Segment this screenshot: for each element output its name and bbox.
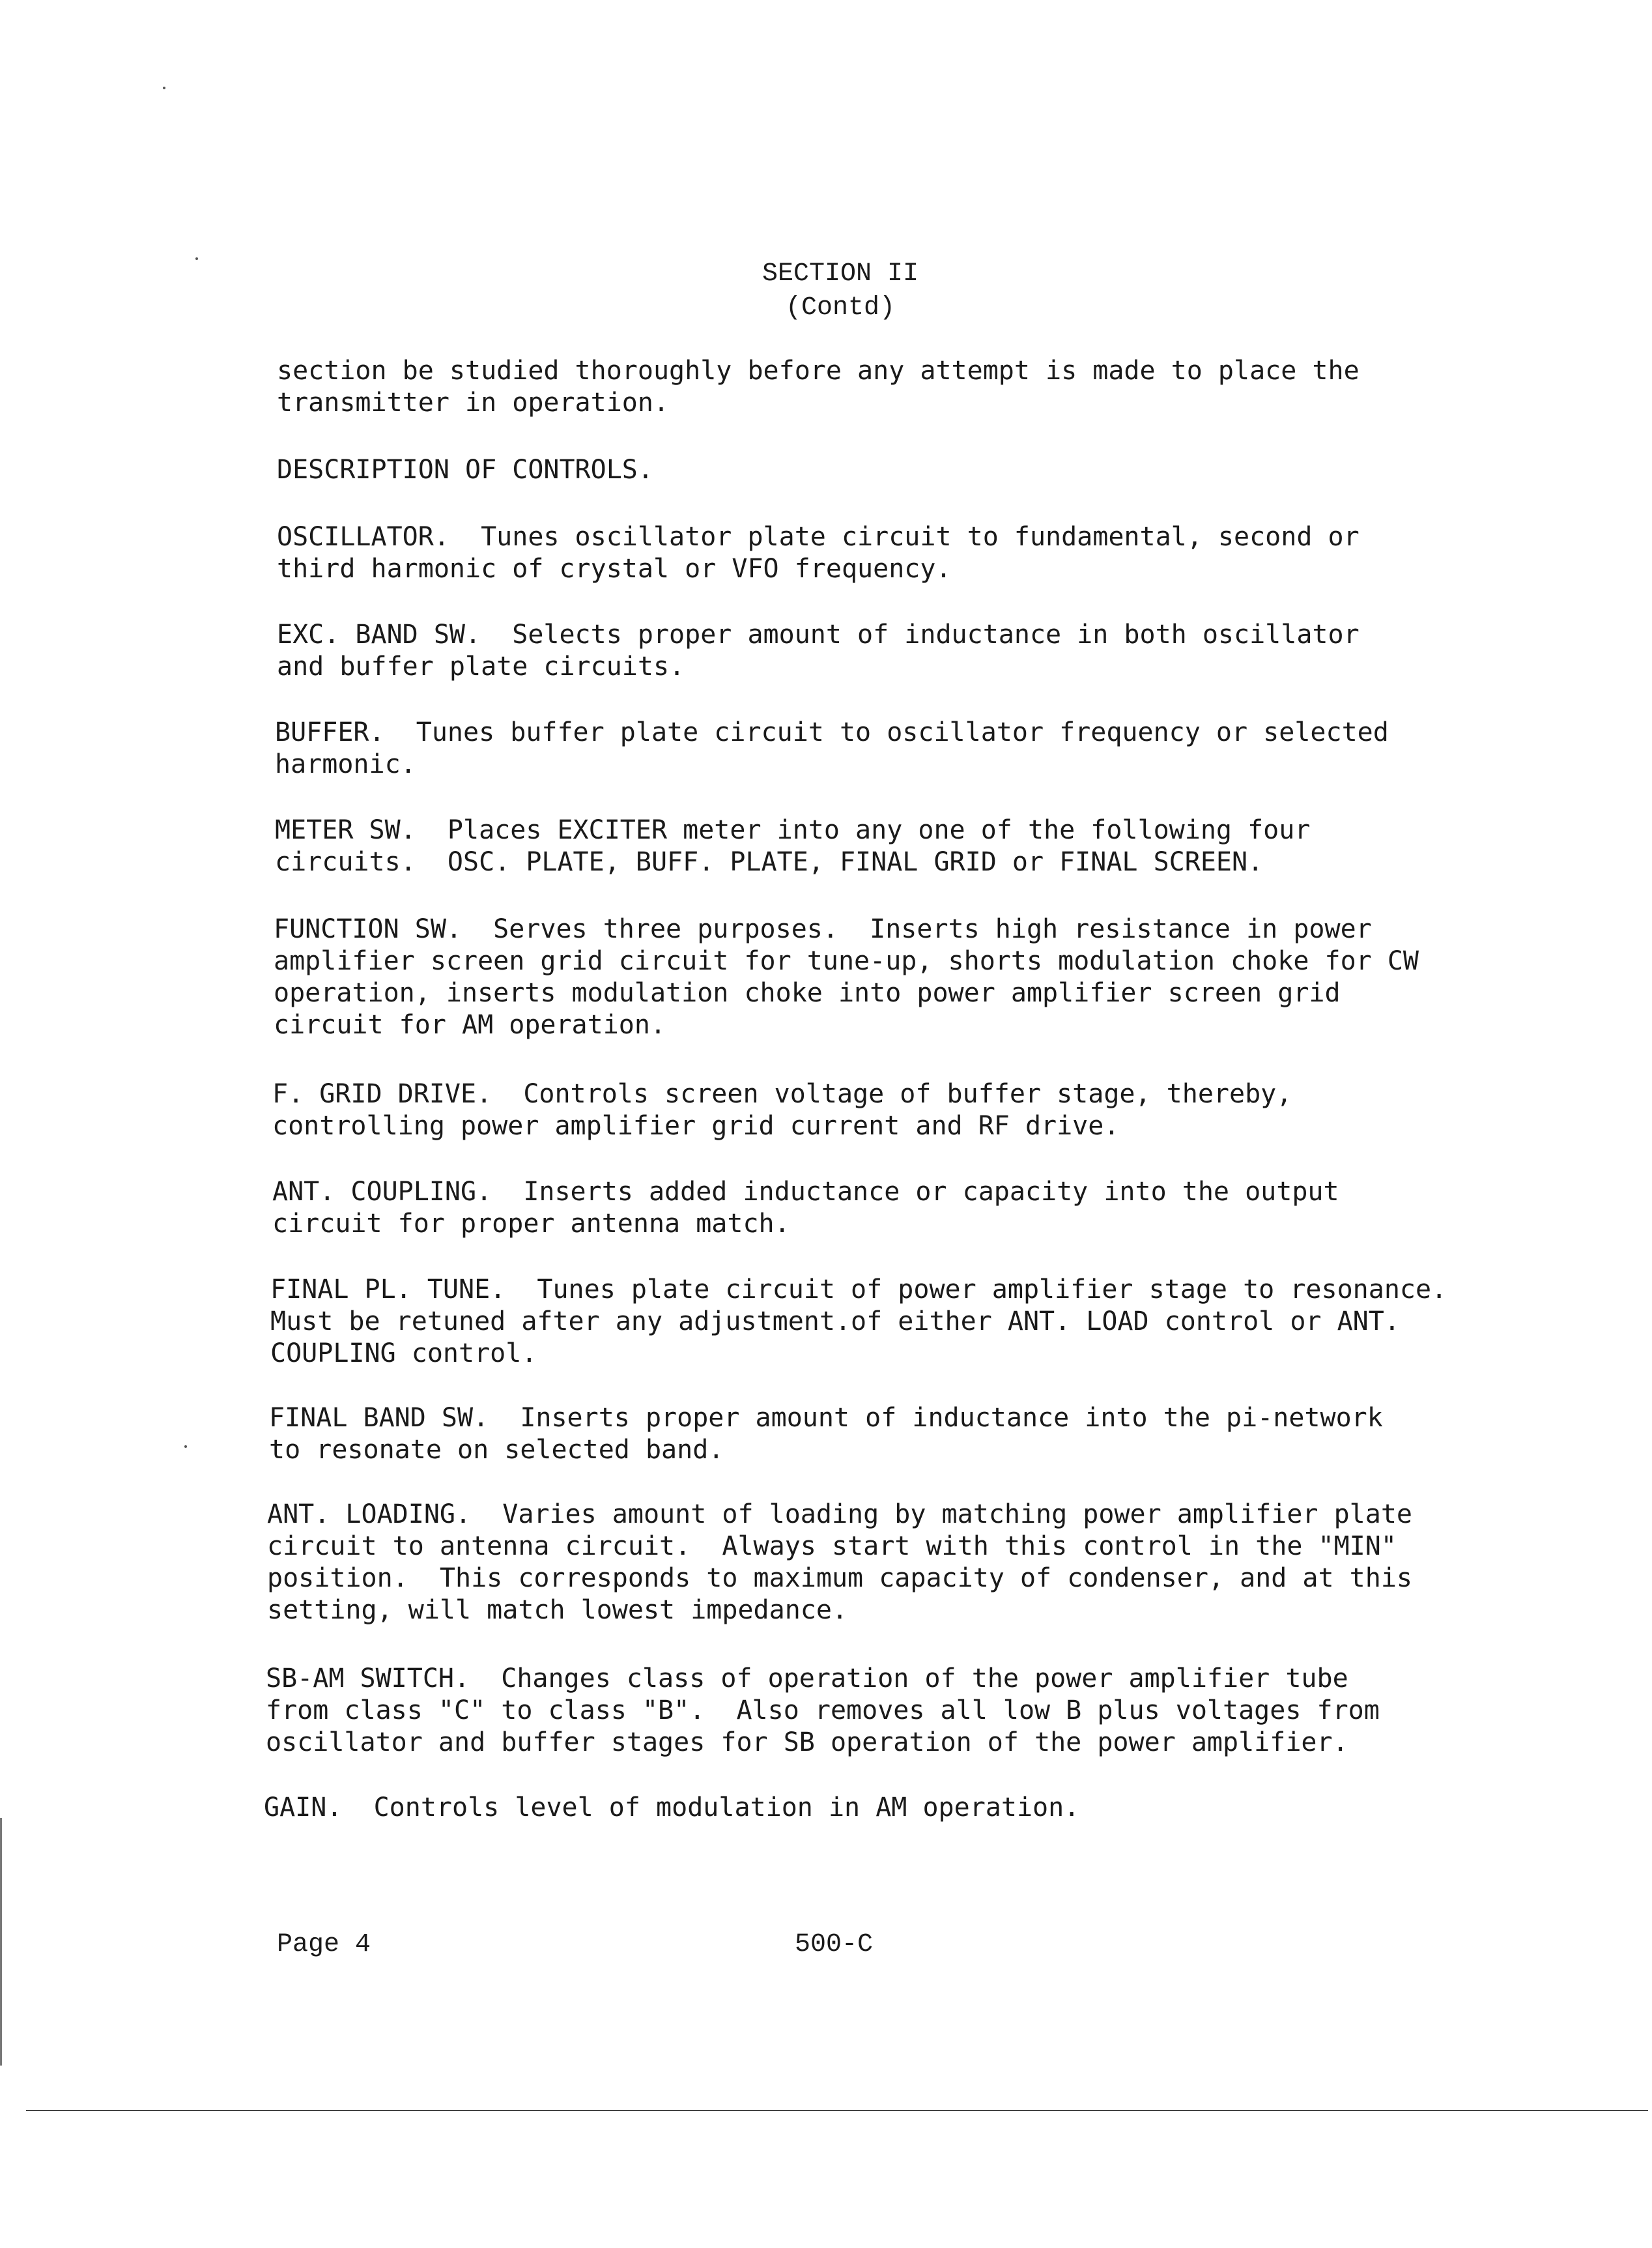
scan-margin-line — [0, 1818, 2, 2066]
scan-speck — [184, 1445, 187, 1448]
ant-coupling-paragraph: ANT. COUPLING. Inserts added inductance or capacity into the output circuit for proper antenna match. — [272, 1177, 1339, 1239]
gain-paragraph: GAIN. Controls level of modulation in AM operation. — [264, 1793, 1080, 1823]
page-number: Page 4 — [277, 1930, 371, 1959]
scan-edge-rule — [26, 2110, 1648, 2111]
f-grid-drive-paragraph: F. GRID DRIVE. Controls screen voltage of buffer stage, thereby, controlling power amplifier grid current and RF drive. — [272, 1079, 1292, 1141]
sb-am-switch-paragraph: SB-AM SWITCH. Changes class of operation of the power amplifier tube from class "C" to class "B". Also removes all low B plus voltages from oscillator and buffer stages for SB operation of the power amplifier. — [266, 1664, 1380, 1757]
meter-sw-paragraph: METER SW. Places EXCITER meter into any one of the following four circuits. OSC. PLATE, BUFF. PLATE, FINAL GRID or FINAL SCREEN. — [275, 815, 1311, 877]
controls-heading: DESCRIPTION OF CONTROLS. — [277, 455, 653, 485]
oscillator-paragraph: OSCILLATOR. Tunes oscillator plate circuit to fundamental, second or third harmonic of crystal or VFO frequency. — [277, 522, 1360, 584]
section-title: SECTION II — [762, 259, 919, 289]
buffer-paragraph: BUFFER. Tunes buffer plate circuit to oscillator frequency or selected harmonic. — [275, 717, 1389, 779]
model-number: 500-C — [795, 1930, 874, 1959]
section-contd: (Contd) — [785, 293, 896, 323]
scan-speck — [195, 257, 198, 260]
exc-band-sw-paragraph: EXC. BAND SW. Selects proper amount of inductance in both oscillator and buffer plate circuits. — [277, 620, 1360, 682]
function-sw-paragraph: FUNCTION SW. Serves three purposes. Inserts high resistance in power amplifier screen grid circuit for tune-up, shorts modulation choke for CW operation, inserts modulation choke into power amplifier screen grid circuit for AM operation. — [274, 914, 1419, 1040]
intro-paragraph: section be studied thoroughly before any attempt is made to place the transmitter in operation. — [277, 356, 1360, 418]
final-band-sw-paragraph: FINAL BAND SW. Inserts proper amount of inductance into the pi-network to resonate on selected band. — [269, 1403, 1383, 1465]
ant-loading-paragraph: ANT. LOADING. Varies amount of loading by matching power amplifier plate circuit to antenna circuit. Always start with this control in the "MIN" position. This corresponds to maximum capacity of condenser, and at this setting, will match lowest impedance. — [267, 1499, 1412, 1625]
scan-speck — [163, 87, 165, 89]
section-heading — [717, 257, 964, 325]
final-pl-tune-paragraph: FINAL PL. TUNE. Tunes plate circuit of power amplifier stage to resonance. Must be retuned after any adjustment.of either ANT. LOAD control or ANT. COUPLING control. — [270, 1275, 1447, 1368]
